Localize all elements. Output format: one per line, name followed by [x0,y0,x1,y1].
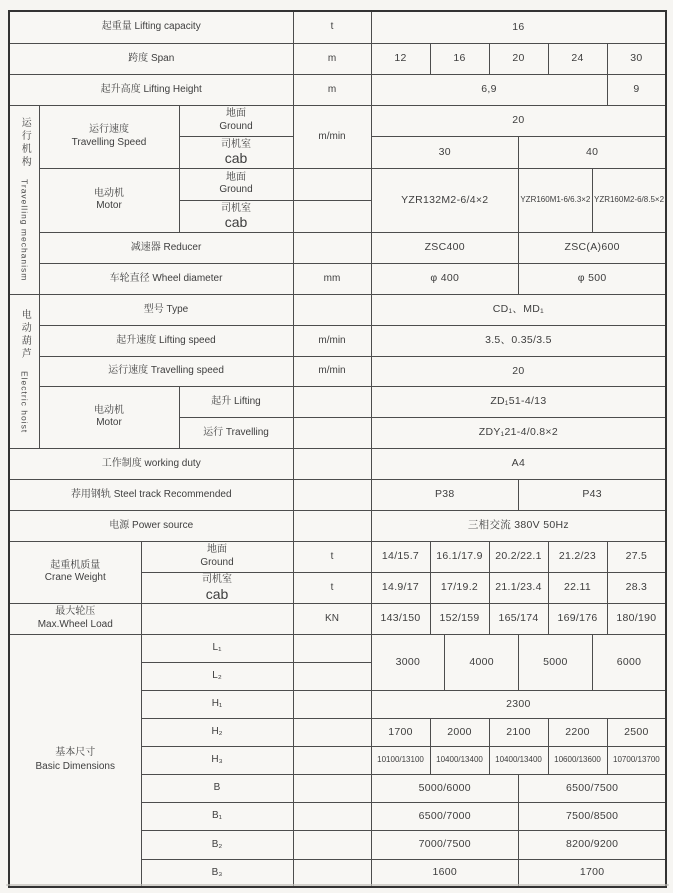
unit-cell: mm [293,263,371,294]
value-cell: 21.2/23 [548,541,607,572]
value-cell: 20 [489,43,548,74]
unit-cell: m/min [293,325,371,356]
value-cell: 1700 [371,718,430,746]
group-label-zh: 电动葫芦 [19,308,31,361]
label-line: Travelling Speed [71,136,147,148]
row-label: 车轮直径 Wheel diameter [39,263,293,294]
unit-cell [293,448,371,479]
value-cell: 28.3 [607,572,666,603]
unit-cell: m/min [293,356,371,386]
value-cell: 27.5 [607,541,666,572]
label-line: Ground [219,120,253,132]
value-cell: 24 [548,43,607,74]
unit-cell [293,690,371,718]
unit-cell [293,830,371,859]
value-cell: ZSC400 [371,232,519,263]
unit-cell: t [293,572,371,603]
value-cell: YZR160M1-6/6.3×2 [519,168,593,232]
unit-cell [293,168,371,200]
value-cell: 22.11 [548,572,607,603]
label-line: Ground [200,556,234,568]
value-cell: 3.5、0.35/3.5 [371,325,666,356]
value-cell: 7000/7500 [371,830,519,859]
sub-label [179,105,293,136]
label-line: 地面 [207,544,227,555]
sub-label: 运行 Travelling [179,417,293,448]
value-cell: 6500/7000 [371,802,519,830]
unit-cell: t [293,11,371,43]
unit-cell: m [293,43,371,74]
row-label [39,386,179,448]
value-cell: 20 [371,105,666,136]
row-label [39,168,179,232]
row-label: 型号 Type [39,294,293,325]
value-cell: 6000 [592,634,666,690]
row-label [9,603,141,634]
value-cell: ZDY₁21-4/0.8×2 [371,417,666,448]
value-cell: 16.1/17.9 [430,541,489,572]
value-cell: YZR132M2-6/4×2 [371,168,519,232]
unit-cell [293,294,371,325]
sub-label: L₂ [141,662,293,690]
value-cell: 6500/7500 [519,774,667,802]
sub-label: 起升 Lifting [179,386,293,417]
row-label: 工作制度 working duty [9,448,293,479]
value-cell: φ 400 [371,263,519,294]
value-cell: 9 [607,74,666,105]
value-cell: 169/176 [548,603,607,634]
unit-cell [293,386,371,417]
value-cell: 17/19.2 [430,572,489,603]
unit-cell [293,802,371,830]
sub-label [141,603,293,634]
value-cell: 30 [371,136,519,168]
value-cell: 152/159 [430,603,489,634]
value-cell: 2000 [430,718,489,746]
sub-label: B [141,774,293,802]
group-label-basic-dimensions [9,634,141,887]
unit-cell [293,417,371,448]
value-cell: 2200 [548,718,607,746]
group-label-en: Travelling mechanism [19,179,30,282]
value-cell: 40 [519,136,667,168]
spec-table [8,10,667,888]
row-label: 电源 Power source [9,510,293,541]
value-cell: 21.1/23.4 [489,572,548,603]
sub-label [179,136,293,168]
unit-cell [293,510,371,541]
value-cell: 7500/8500 [519,802,667,830]
value-cell: 2100 [489,718,548,746]
unit-cell: m/min [293,105,371,168]
unit-cell [293,479,371,510]
unit-cell [293,774,371,802]
row-label: 减速器 Reducer [39,232,293,263]
group-label [9,294,39,448]
row-label [9,541,141,603]
value-cell: 16 [371,11,666,43]
scan-edge-artifact [6,884,669,886]
sub-label: B₂ [141,830,293,859]
label-line: Crane Weight [44,572,106,583]
value-cell: 1700 [519,859,667,887]
group-label-en: Electric hoist [19,370,30,434]
row-label: 起重量 Lifting capacity [9,11,293,43]
value-cell: 3000 [371,634,445,690]
label-line: 司机室 [221,138,251,150]
value-cell: φ 500 [519,263,667,294]
label-line: 电动机 [94,187,124,199]
value-cell: 2300 [371,690,666,718]
sub-label [179,168,293,200]
group-label [9,105,39,294]
label-line: Max.Wheel Load [37,618,113,630]
value-cell: 4000 [445,634,519,690]
sub-label: H₂ [141,718,293,746]
unit-cell [293,662,371,690]
row-label: 起升高度 Lifting Height [9,74,293,105]
label-line: cab [224,214,248,231]
label-line: 起重机质量 [50,559,101,571]
value-cell: YZR160M2-6/8.5×2 [592,168,666,232]
row-label [39,105,179,168]
row-label: 跨度 Span [9,43,293,74]
unit-cell: m [293,74,371,105]
unit-cell: KN [293,603,371,634]
value-cell: CD₁、MD₁ [371,294,666,325]
value-cell: 5000 [519,634,593,690]
value-cell: 20.2/22.1 [489,541,548,572]
unit-cell [293,718,371,746]
value-cell: 8200/9200 [519,830,667,859]
unit-cell [293,859,371,887]
label-line: Motor [96,200,122,211]
value-cell: 1600 [371,859,519,887]
value-cell: ZD₁51-4/13 [371,386,666,417]
label-line: cab [224,150,248,167]
value-cell: P38 [371,479,519,510]
sub-label: B₃ [141,859,293,887]
label-line: Basic Dimensions [35,761,115,773]
label-line: 电动机 [94,404,124,416]
value-cell: 10100/13100 [371,746,430,774]
sub-label [141,572,293,603]
value-cell: 165/174 [489,603,548,634]
row-label: 运行速度 Travelling speed [39,356,293,386]
value-cell: 30 [607,43,666,74]
row-label: 荐用钢轨 Steel track Recommended [9,479,293,510]
value-cell: 三相交流 380V 50Hz [371,510,666,541]
label-line: Ground [219,184,253,195]
value-cell: 10400/13400 [489,746,548,774]
label-line: 基本尺寸 [55,747,96,759]
sub-label [141,541,293,572]
value-cell: 10400/13400 [430,746,489,774]
unit-cell [293,200,371,232]
label-line: 地面 [226,108,246,119]
sub-label: B₁ [141,802,293,830]
group-label-zh: 运行机构 [19,117,31,170]
value-cell: ZSC(A)600 [519,232,667,263]
label-line: 运行速度 [89,124,129,135]
label-line: 地面 [226,171,246,183]
label-line: Motor [96,417,122,428]
label-line: cab [205,585,229,602]
value-cell: 10700/13700 [607,746,666,774]
label-line: 最大轮压 [55,606,96,617]
unit-cell: t [293,541,371,572]
value-cell: 6,9 [371,74,607,105]
label-line: 司机室 [221,202,251,214]
sub-label: H₁ [141,690,293,718]
sub-label: H₃ [141,746,293,774]
label-line: 司机室 [202,574,232,586]
value-cell: 2500 [607,718,666,746]
value-cell: A4 [371,448,666,479]
value-cell: 10600/13600 [548,746,607,774]
value-cell: 5000/6000 [371,774,519,802]
value-cell: 16 [430,43,489,74]
value-cell: 12 [371,43,430,74]
unit-cell [293,746,371,774]
value-cell: 14.9/17 [371,572,430,603]
value-cell: 180/190 [607,603,666,634]
sub-label: L₁ [141,634,293,662]
value-cell: 14/15.7 [371,541,430,572]
unit-cell [293,634,371,662]
value-cell: 20 [371,356,666,386]
spec-table-body [9,11,666,887]
value-cell: 143/150 [371,603,430,634]
sub-label [179,200,293,232]
unit-cell [293,232,371,263]
value-cell: P43 [519,479,667,510]
row-label: 起升速度 Lifting speed [39,325,293,356]
